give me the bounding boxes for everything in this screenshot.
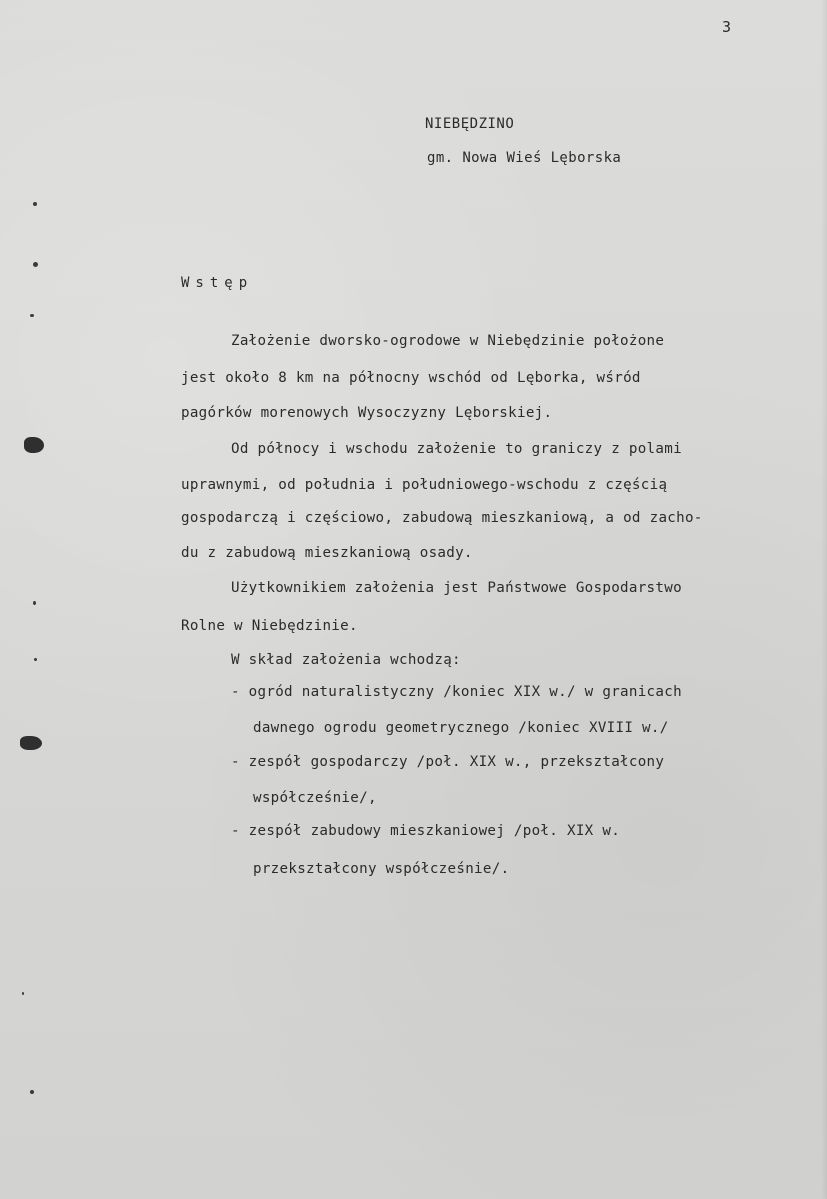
section-heading: Wstęp [181,275,254,291]
list-item: - ogród naturalistyczny /koniec XIX w./ w granicach [231,684,682,700]
ink-blot [24,437,44,453]
text-line: Założenie dworsko-ogrodowe w Niebędzinie położone [231,333,665,349]
ink-blot [20,736,42,750]
margin-dot [34,658,37,661]
margin-dot [22,992,24,995]
text-line: Rolne w Niebędzinie. [181,618,358,634]
text-line: Od północy i wschodu założenie to graniczy z polami [231,441,682,457]
text-line: Użytkownikiem założenia jest Państwowe Gospodarstwo [231,580,682,596]
text-line: W skład założenia wchodzą: [231,652,461,668]
list-item-continuation: przekształcony współcześnie/. [253,861,510,877]
margin-dot [30,314,34,317]
list-item-continuation: współcześnie/, [253,790,377,806]
text-line: pagórków morenowych Wysoczyzny Lęborskiej. [181,405,553,421]
text-line: du z zabudową mieszkaniową osady. [181,545,473,561]
page-number: 3 [722,18,732,36]
document-subtitle: gm. Nowa Wieś Lęborska [427,150,622,166]
text-line: jest około 8 km na północny wschód od Lęborka, wśród [181,370,641,386]
margin-dot [30,1090,34,1094]
text-line: gospodarczą i częściowo, zabudową mieszkaniową, a od zacho- [181,510,703,526]
document-title: NIEBĘDZINO [425,116,515,132]
list-item: - zespół zabudowy mieszkaniowej /poł. XIX w. [231,823,621,839]
list-item: - zespół gospodarczy /poł. XIX w., przekształcony [231,754,665,770]
list-item-continuation: dawnego ogrodu geometrycznego /koniec XVIII w./ [253,720,669,736]
text-line: uprawnymi, od południa i południowego-wschodu z częścią [181,477,668,493]
margin-dot [33,601,36,605]
page-edge-shadow [821,0,827,1199]
margin-dot [33,262,38,267]
margin-dot [33,202,37,206]
